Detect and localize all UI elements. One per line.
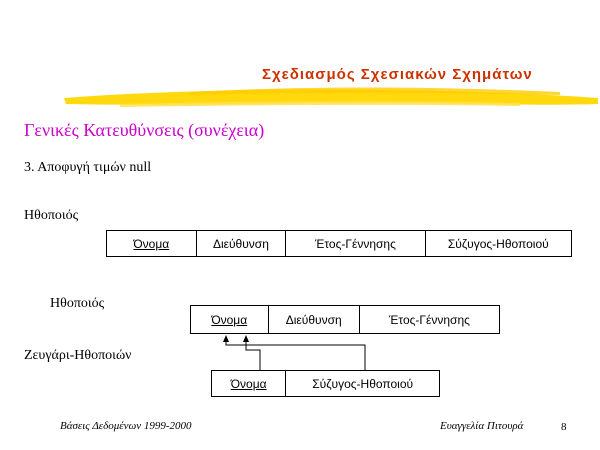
relation-name-actor-1: Ηθοποιός bbox=[24, 208, 79, 223]
section-title: Γενικές Κατευθύνσεις (συνέχεια) bbox=[24, 120, 265, 140]
attribute-etos-gennisis: Έτος-Γέννησης bbox=[388, 312, 470, 327]
attribute-onoma-key: Όνομα bbox=[212, 371, 286, 396]
attribute-onoma-key: Όνομα bbox=[107, 231, 197, 256]
relation-name-actor-pair: Ζευγάρι-Ηθοποιών bbox=[24, 348, 132, 363]
fk-arrowhead-onoma bbox=[243, 335, 249, 342]
attribute-syzygos-ithopoiou: Σύζυγος-Ηθοποιού bbox=[447, 236, 549, 251]
point-heading: 3. Αποφυγή τιμών null bbox=[24, 160, 152, 175]
relation-name-actor-2: Ηθοποιός bbox=[50, 296, 105, 311]
fk-arrowhead-syzygos bbox=[223, 335, 229, 342]
page-number: 8 bbox=[561, 421, 567, 433]
footer-author: Ευαγγελία Πιτουρά bbox=[440, 420, 524, 432]
attribute-etos-gennisis: Έτος-Γέννησης bbox=[286, 231, 425, 256]
attribute-dieythynsi: Διεύθυνση bbox=[269, 306, 360, 333]
footer-course: Βάσεις Δεδομένων 1999-2000 bbox=[60, 420, 192, 432]
header-title: Σχεδιασμός Σχεσιακών Σχημάτων bbox=[262, 66, 533, 83]
fk-arrow-syzygos bbox=[226, 341, 365, 370]
attribute-syzygos-ithopoiou: Σύζυγος-Ηθοποιού bbox=[312, 376, 414, 391]
attribute-onoma-key: Όνομα bbox=[191, 306, 269, 333]
attribute-dieythynsi: Διεύθυνση bbox=[197, 231, 287, 256]
